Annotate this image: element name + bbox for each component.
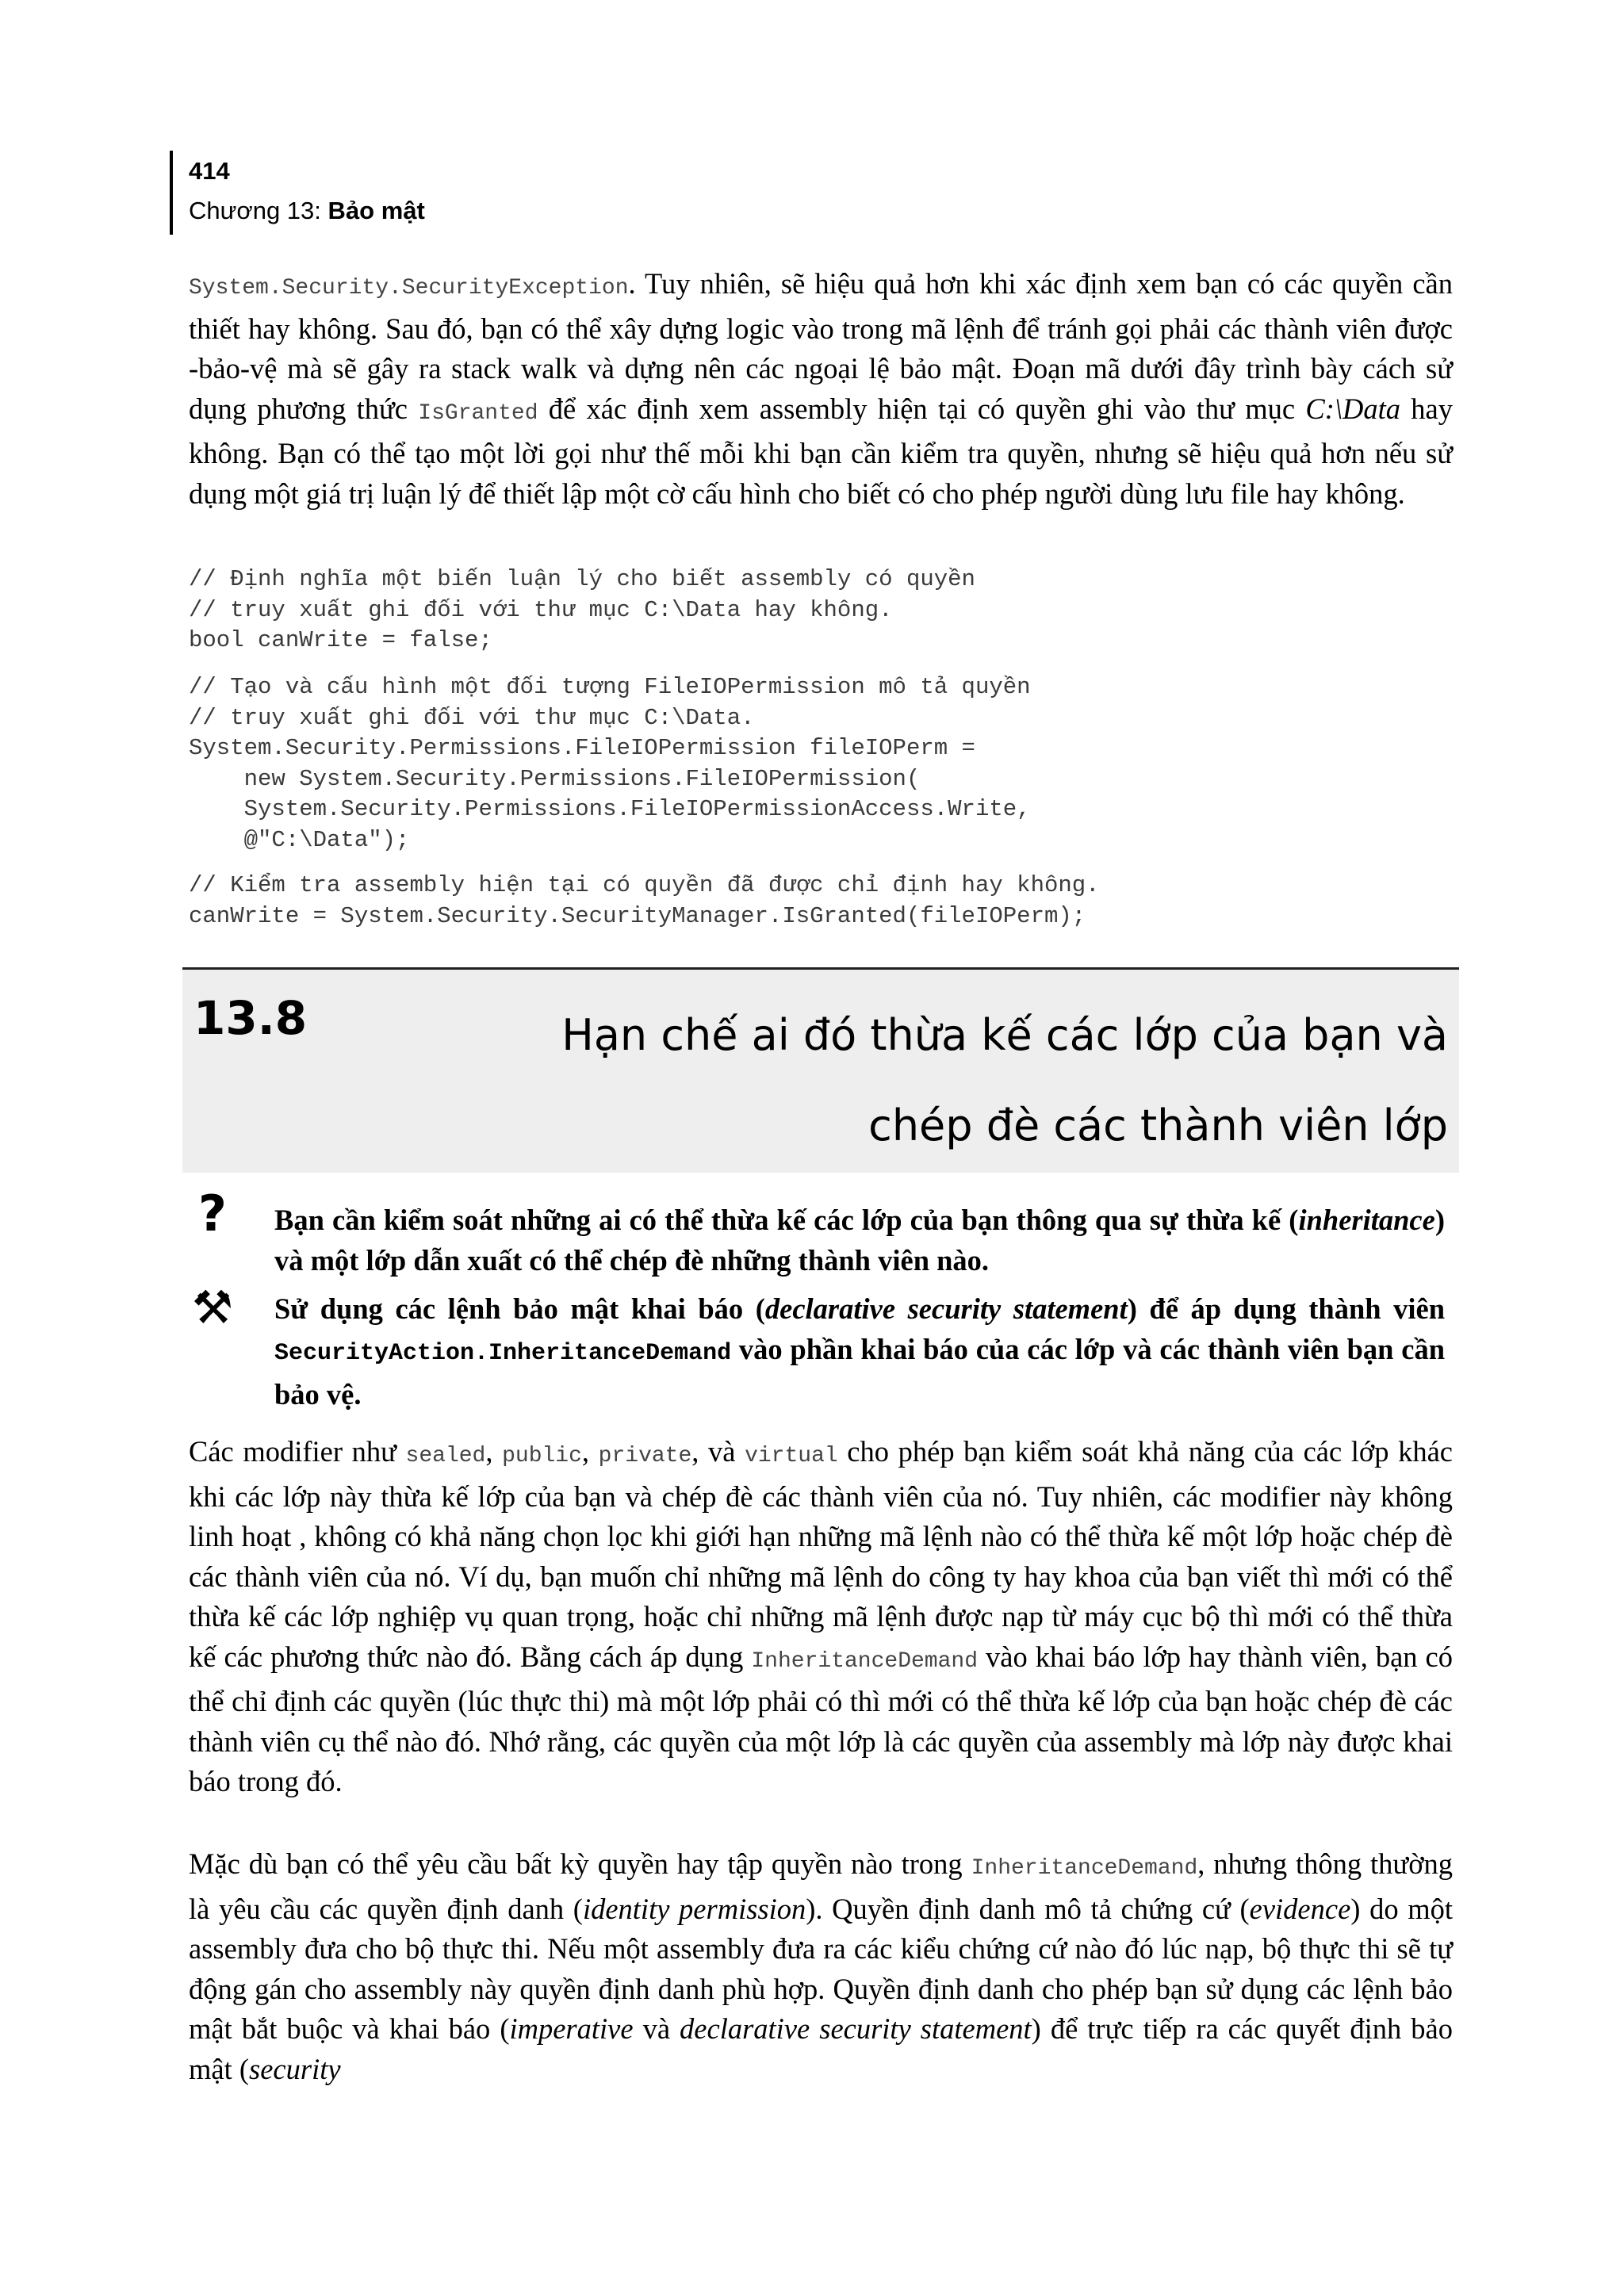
text-run: , nhưng thông thường là yêu cầu các quyền định danh ( (189, 1847, 1453, 1925)
inline-code: sealed (405, 1444, 486, 1468)
tools-icon: ⚒ (192, 1280, 233, 1334)
inline-code: System.Security.SecurityException (189, 276, 629, 301)
chapter-heading (189, 195, 425, 227)
text-run: cho phép bạn kiểm soát khả năng của các lớp khác khi các lớp này thừa kế lớp của bạn và chép đè các thành viên của nó. Tuy nhiên, các modifier này không linh hoạt , không có khả năng chọn lọc khi giới hạn những mã lệnh nào có thể thừa kế một lớp hoặc chép đè các thành viên của nó. Ví dụ, bạn muốn chỉ những mã lệnh do công ty hay khoa của bạn viết thì mới có thể thừa kế các lớp nghiệp vụ quan trọng, hoặc chỉ những mã lệnh được nạp từ máy cục bộ thì mới có thể thừa kế các phương thức nào đó. Bằng cách áp dụng (189, 1435, 1453, 1673)
inline-code: InheritanceDemand (971, 1856, 1198, 1881)
inline-code: virtual (745, 1444, 838, 1468)
text-run: . Tuy nhiên, sẽ hiệu quả hơn khi xác định xem bạn có các quyền cần thiết hay không. Sau đó, bạn có thể xây dựng logic vào trong mã lệnh để tránh gọi phải các thành viên được -bảo-vệ mà sẽ gây ra stack walk và dựng nên các ngoại lệ bảo mật. Đoạn mã dưới đây trình bày cách sử dụng phương thức (189, 267, 1453, 425)
body-paragraph-1-block (189, 1432, 1453, 1802)
emphasis: declarative security statement (680, 2012, 1032, 2045)
text-run: để xác định xem assembly hiện tại có quyền ghi vào thư mục (538, 392, 1306, 425)
body-paragraph-1 (189, 1432, 1453, 1802)
path-text: C:\Data (1305, 392, 1401, 425)
body-paragraph-2 (189, 1844, 1453, 2089)
question-icon: ? (198, 1185, 227, 1242)
inline-code: IsGranted (418, 400, 538, 426)
text-run: , (485, 1435, 503, 1468)
intro-paragraph-block (189, 264, 1453, 514)
text-run: , và (691, 1435, 745, 1468)
solution-statement (274, 1288, 1445, 1414)
chapter-title: Bảo mật (327, 197, 425, 224)
text-run: vào phần khai báo của các lớp và các thành viên bạn cần bảo vệ. (274, 1333, 1445, 1411)
section-number: 13.8 (193, 991, 308, 1045)
text-run: ) và một lớp dẫn xuất có thể chép đè những thành viên nào. (274, 1204, 1445, 1277)
text-run: , (581, 1435, 599, 1468)
code-block-1: // Định nghĩa một biến luận lý cho biết assembly có quyền // truy xuất ghi đối với thư mục C:\Data hay không. bool canWrite = false; (189, 566, 975, 653)
emphasis: evidence (1249, 1892, 1351, 1925)
inline-code: InheritanceDemand (751, 1648, 979, 1674)
text-run: Các modifier như (189, 1435, 406, 1468)
code-block-3: // Kiểm tra assembly hiện tại có quyền đã được chỉ định hay không. canWrite = System.Security.SecurityManager.IsGranted(fileIOPerm); (189, 872, 1100, 929)
chapter-prefix: Chương 13: (189, 197, 328, 224)
text-run: ) để áp dụng thành viên (1127, 1292, 1445, 1325)
inline-code: private (598, 1444, 692, 1468)
page-number: 414 (189, 157, 230, 185)
text-run: ) do một assembly đưa cho bộ thực thi. Nếu một assembly đưa ra các kiểu chứng cứ nào đó lúc nạp, bộ thực thi sẽ tự động gán cho assembly này quyền định danh phù hợp. Quyền định danh cho phép bạn sử dụng các lệnh bảo mật bắt buộc và khai báo ( (189, 1892, 1454, 2045)
text-run: và (633, 2012, 680, 2045)
text-run: Sử dụng các lệnh bảo mật khai báo ( (274, 1292, 765, 1325)
emphasis: imperative (509, 2012, 634, 2045)
emphasis: security (249, 2052, 341, 2085)
text-run: ) để trực tiếp ra các quyết định bảo mật ( (189, 2012, 1453, 2085)
text-run: vào khai báo lớp hay thành viên, bạn có thể chỉ định các quyền (lúc thực thi) mà một lớp phải có thì mới có thể thừa kế lớp của bạn hoặc chép đè các thành viên cụ thể nào đó. Nhớ rằng, các quyền của một lớp là các quyền của assembly mà lớp này được khai báo trong đó. (189, 1640, 1454, 1797)
text-run: ). Quyền định danh mô tả chứng cứ ( (806, 1892, 1250, 1925)
text-run: hay không. Bạn có thể tạo một lời gọi như thế mỗi khi bạn cần kiểm tra quyền, nhưng sẽ hiệu quả hơn nếu sử dụng một giá trị luận lý để thiết lập một cờ cấu hình cho biết có cho phép người dùng lưu file hay không. (189, 392, 1453, 510)
header-rule (170, 151, 173, 235)
text-run: Bạn cần kiểm soát những ai có thể thừa kế các lớp của bạn thông qua sự thừa kế ( (274, 1204, 1299, 1236)
text-run: Mặc dù bạn có thể yêu cầu bất kỳ quyền hay tập quyền nào trong (189, 1847, 971, 1880)
intro-paragraph (189, 264, 1453, 514)
body-paragraph-2-block (189, 1844, 1453, 2089)
code-block-2: // Tạo và cấu hình một đối tượng FileIOPermission mô tả quyền // truy xuất ghi đối với thư mục C:\Data. System.Security.Permissions.FileIOPermission fileIOPerm = new System.Security.Permissions.FileIOPermission( System.Security.Permissions.FileIOPermissionAccess.Write, @"C:\Data"); (189, 674, 1031, 853)
inline-code: public (502, 1444, 582, 1468)
inline-code: SecurityAction.InheritanceDemand (274, 1340, 732, 1367)
section-heading-box (182, 967, 1459, 1173)
emphasis: inheritance (1298, 1204, 1435, 1236)
emphasis: declarative security statement (764, 1292, 1128, 1325)
emphasis: identity permission (582, 1892, 806, 1925)
problem-statement (274, 1200, 1445, 1280)
section-title: Hạn chế ai đó thừa kế các lớp của bạn và chép đè các thành viên lớp (561, 1010, 1448, 1150)
